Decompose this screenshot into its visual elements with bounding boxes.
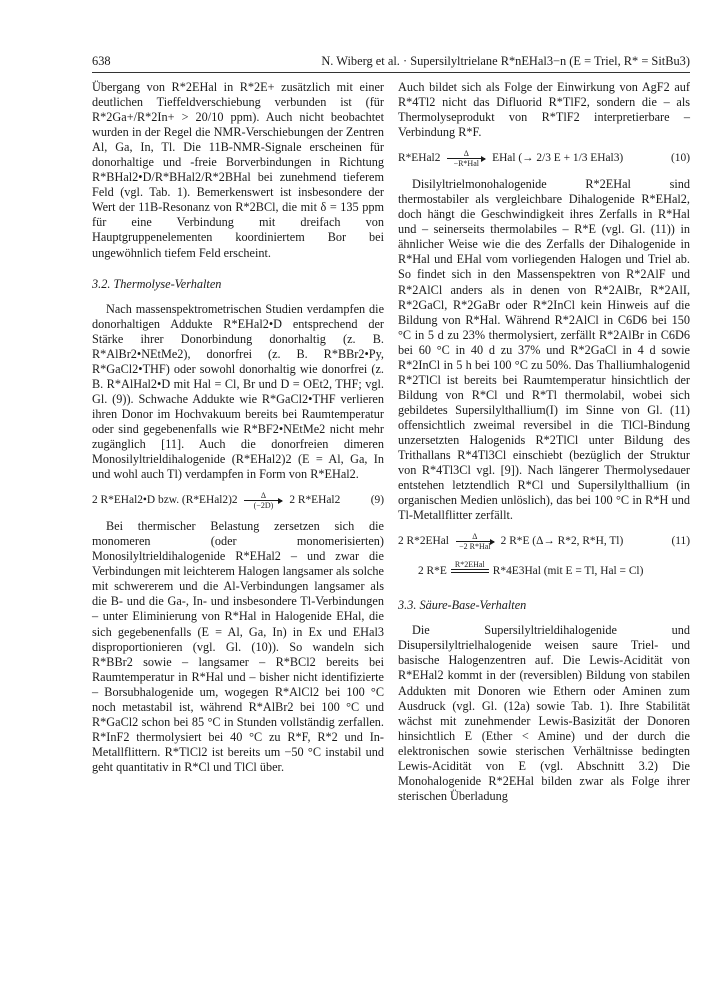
eq9-arrow-bottom: (−2D) xyxy=(253,501,274,511)
eq11-arrow-top: Δ xyxy=(472,532,478,542)
running-title: N. Wiberg et al. · Supersilyltrielane R*nEHal3−n (E = Triel, R* = SitBu3) xyxy=(321,54,690,68)
equation-11 xyxy=(398,532,690,551)
header-rule xyxy=(92,72,690,73)
left-paragraph-3: Bei thermischer Belastung zersetzen sich die monomeren (oder monomerisierten) Monosilyltrieldihalogenide R*EHal2 – und zwar die Verbindungen mit leichterem Halogen langsamer als solche mit schwererem und die Al-Verbindungen langsamer als die B- und die Ga-, In- und insbesondere Tl-Verbindungen – unter Eliminierung von R*Hal in Halogenide EHal, die sich gegebenenfalls (E = Al, Ga, In) in Ex und EHal3 disproportionieren (vgl. Gl. (10)). So wandeln sich R*BBr2 sowie – langsamer – R*BCl2 bereits bei Raumtemperatur in R*Hal und – bisher nicht identifizierte – Borsubhalogenide um, wogegen R*AlCl2 bei 100 °C noch metastabil ist, während R*AlBr2 bei 100 °C und R*GaCl2 schon bei 85 °C in Stunden vollständig zerfallen. R*InF2 thermolysiert bei 40 °C zu R*F, R*2 und In-Metallflittern. R*TlCl2 ist bereits um −50 °C instabil und geht quantitativ in R*Cl und TlCl über. xyxy=(92,519,384,774)
right-paragraph-1: Auch bildet sich als Folge der Einwirkung von AgF2 auf R*4Tl2 nicht das Difluorid R*TlF2, sondern die – als Thermolyseprodukt von R*TlF2 interpretierbare – Verbindung R*F. xyxy=(398,80,690,140)
eq11-arrow-bottom: −2 R*Hal xyxy=(459,542,491,552)
section-heading-thermolyse: 3.2. Thermolyse-Verhalten xyxy=(92,276,222,291)
eq9-number: (9) xyxy=(370,494,384,507)
section-heading-saeure-base: 3.3. Säure-Base-Verhalten xyxy=(398,598,527,613)
eq11-left: 2 R*2EHal xyxy=(398,535,449,548)
left-paragraph-1: Übergang von R*2EHal in R*2E+ zusätzlich mit einer deutlichen Tieffeldverschiebung verbunden ist (für R*2Ga+/R*2In+ > 20/10 ppm). Auch nicht beobachtet wurden in der Regel die NMR-Verschiebungen der Zentren Al, Ga, In, Tl. Die 11B-NMR-Signale erscheinen für donorhaltige und -freie Borverbindungen in Richtung R*BHal2•D/R*BHal2/R*2BHal bei zunehmend tieferem Feld (vgl. Tab. 1). Bemerkenswert ist insbesondere der Wert der 11B-Resonanz von R*2BCl, die mit δ = 135 ppm für eine Verbindung mit dreifach von Hauptgruppenelementen koordiniertem Bor bei ungewöhnlich tiefem Feld erscheint. xyxy=(92,80,384,260)
right-column xyxy=(398,80,690,804)
eq9-arrow xyxy=(244,491,282,510)
eq10-arrow-top: Δ xyxy=(463,149,469,159)
eq10-arrow xyxy=(447,149,485,168)
left-paragraph-2: Nach massenspektrometrischen Studien verdampfen die donorhaltigen Addukte R*EHal2•D entsprechend der Stärke ihrer Donorbindung donorhaltig (z. B. R*AlBr2•NEtMe2), donorfrei (z. B. R*BBr2•Py, R*GaCl2•THF) oder sowohl donorhaltig wie donorfrei (z. B. R*AlHal2•D mit Hal = Cl, Br und D = OEt2, THF; vgl. Gl. (9)). Schwache Addukte wie R*GaCl2•THF verlieren ihren Donor im Hochvakuum bereits bei Raumtemperatur oder sind gegebenenfalls wie R*BF2•NEtMe2 nicht mehr zugänglich [11]. Auch die donorfreien dimeren Monosilyltrieldihalogenide (R*EHal2)2 (E = Al, Ga, In und wohl auch Tl) verdampfen in Form von R*EHal2. xyxy=(92,301,384,482)
eq9-arrow-top: Δ xyxy=(260,491,267,501)
eq11b-arrow xyxy=(451,560,489,582)
eq11b-left: 2 R*E xyxy=(418,564,447,577)
eq10-left: R*EHal2 xyxy=(398,152,441,165)
page-header xyxy=(92,52,690,72)
eq9-left: 2 R*EHal2•D bzw. (R*EHal2)2 xyxy=(92,494,238,507)
eq11b-arrow-top: R*2EHal xyxy=(454,560,485,570)
eq11-arrow xyxy=(456,532,494,551)
eq11b-right: R*4E3Hal (mit E = Tl, Hal = Cl) xyxy=(492,564,644,577)
eq10-number: (10) xyxy=(671,152,690,165)
right-paragraph-2: Disilyltrielmonohalogenide R*2EHal sind thermostabiler als vergleichbare Dihalogenide R*EHal2, doch hängt die Geschwindigkeit ihres Zerfalls in R*Hal und – seinerseits thermolabiles – R*E (vgl. Gl. (11)) in ähnlicher Weise wie die des Zerfalls der Dihalogenide in R*Hal und EHal vom vorliegenden Halogen und Triel ab. So findet sich in den Massenspektren von R*2AlF und R*2AlCl anders als in denen von R*2AlBr, R*2AlI, R*2GaCl, R*2GaBr oder R*2InCl kein Hinweis auf die Bildung von R*Hal. Während R*2AlCl in C6D6 bei 150 °C in 5 d zu 23% thermolysiert, zerfällt R*2AlBr in C6D6 bei 60 °C in 40 d zu 37% und R*2GaCl in 4 d sowie R*2InCl in 5 h bei 100 °C zu 50%. Das Thalliumhalogenid R*2TlCl ist bereits bei Raumtemperatur hinsichtlich der Bildung von R*Cl und R*Tl thermolabil, wobei sich gebildetes Supersilylthallium(I) im Sinne von Gl. (11) offensichtlich zweimal reversibel in die TlCl-Bindung unzersetzten Halogenids R*2TlCl unter Bildung des Trithallans R*4Tl3Cl einschiebt (bezüglich der Struktur von R*4Tl3Cl vgl. [9]). Nach längerer Thermolysedauer entstehen letztendlich R*Cl und Supersilylthallium (in organischen Medien unlöslich), das bei 100 °C in R*H und Tl-Metallflitter zerfällt. xyxy=(398,177,690,523)
eq10-arrow-bottom: −R*Hal xyxy=(453,159,479,169)
right-paragraph-3: Die Supersilyltrieldihalogenide und Disupersilyltrielhalogenide weisen saure Triel- und basische Halogenzentren auf. Die Lewis-Acidität von R*EHal2 kommt in der (reversiblen) Bildung von stabilen Addukten mit Donoren wie Ethern oder Aminen zum Ausdruck (vgl. Gl. (12a) sowie Tab. 1). Ihre Stabilität wächst mit zunehmender Lewis-Basizität der Donoren hinsichtlich E (Ether < Amine) und der durch die elektronischen sowie sterischen Verhältnisse bedingten Lewis-Acidität von E (vgl. Abschnitt 3.2) Die Monohalogenide R*2EHal bilden zwar als Folge ihrer sterischen Überladung xyxy=(398,623,690,803)
eq11-right: 2 R*E (Δ→ R*2, R*H, Tl) xyxy=(500,535,624,548)
equation-11b xyxy=(398,560,690,582)
equation-9 xyxy=(92,491,384,510)
page-number: 638 xyxy=(92,54,111,68)
eq9-right: 2 R*EHal2 xyxy=(289,494,341,507)
eq10-right: EHal (→ 2/3 E + 1/3 EHal3) xyxy=(492,152,624,165)
eq11-number: (11) xyxy=(671,535,690,548)
equation-10 xyxy=(398,149,690,168)
left-column xyxy=(92,80,384,775)
